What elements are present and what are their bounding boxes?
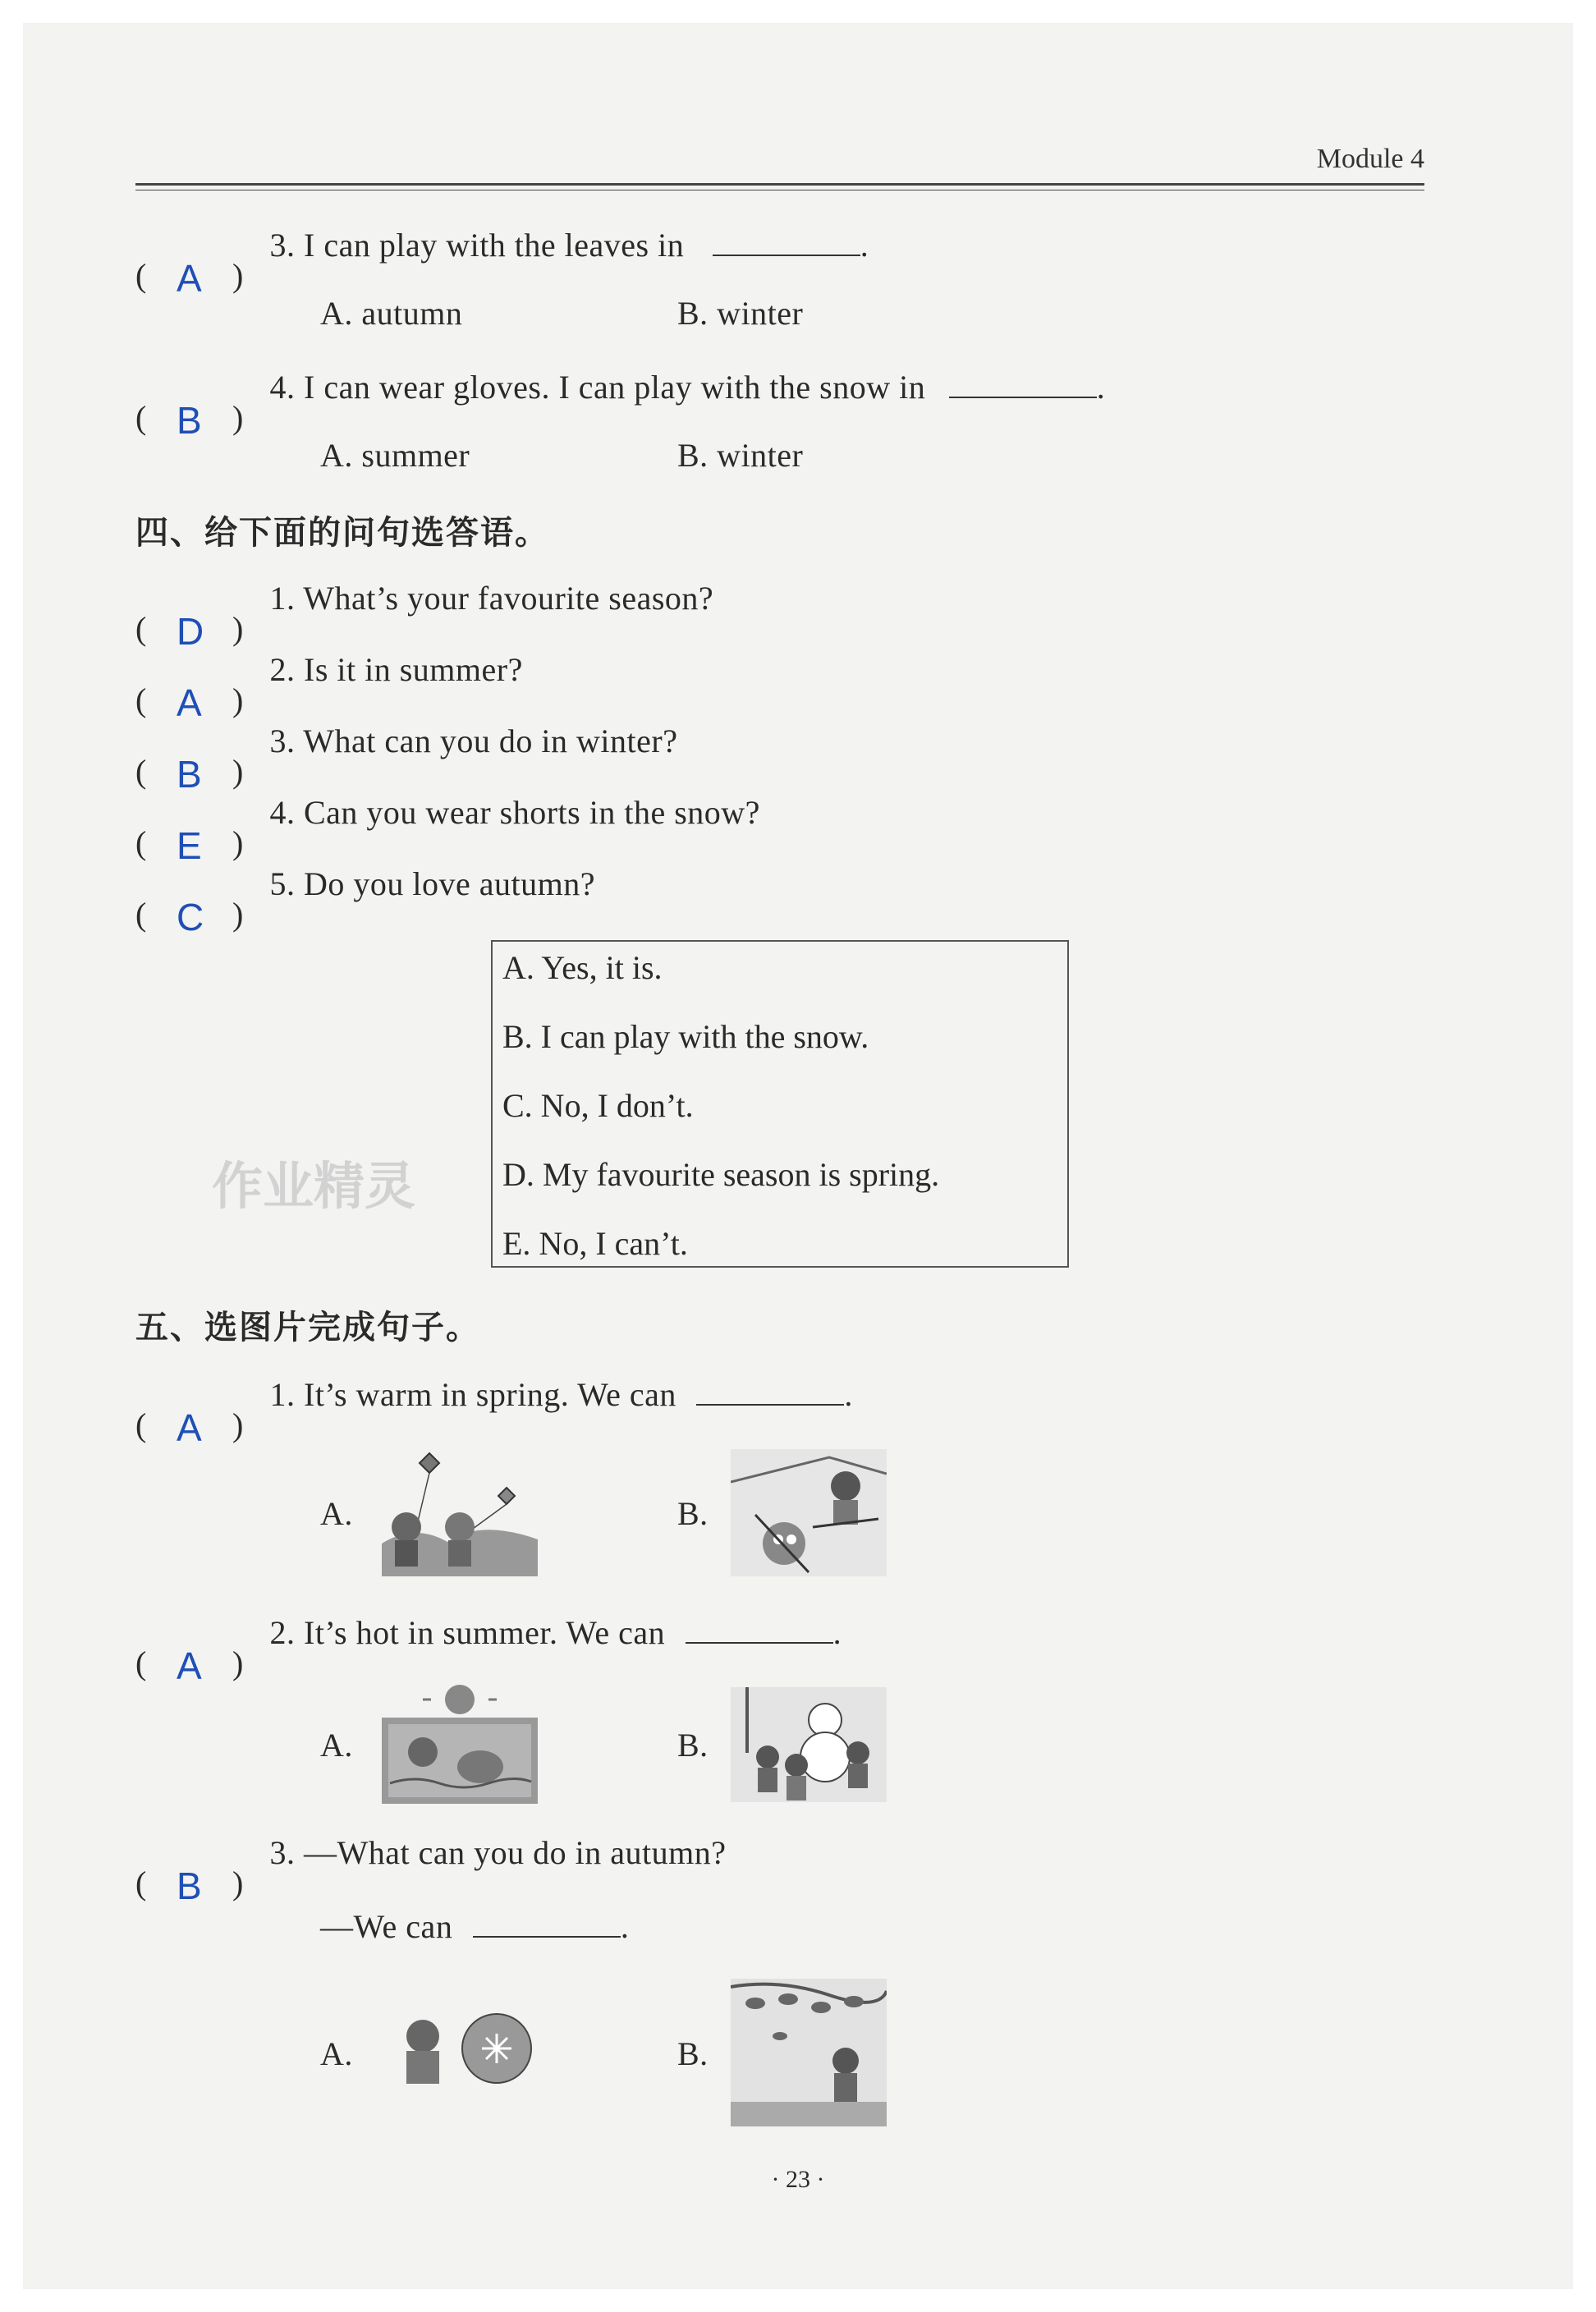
header-rule	[135, 183, 1424, 186]
choice-a: A. Yes, it is.	[502, 949, 663, 986]
choice-e: E. No, I can’t.	[502, 1225, 688, 1262]
question-text: What’s your favourite season?	[303, 580, 714, 617]
question-4-3: ( B ) 3. What can you do in winter?	[135, 722, 678, 796]
question-text: It’s hot in summer. We can	[304, 1614, 666, 1651]
answer-blank[interactable]	[473, 1905, 621, 1938]
option-a-label: A.	[320, 2035, 353, 2072]
section-title-5: 五、选图片完成句子。	[135, 1309, 480, 1346]
question-text: I can play with the leaves in	[304, 227, 685, 264]
swimming-picture[interactable]	[382, 1685, 538, 1804]
answer-mark: C	[177, 896, 204, 938]
answer-blank[interactable]	[696, 1373, 844, 1406]
page-header	[135, 144, 1424, 185]
answer-blank[interactable]	[713, 223, 860, 256]
answer-blank[interactable]	[686, 1611, 833, 1644]
answer-mark: A	[177, 1406, 203, 1449]
question-text: Is it in summer?	[304, 651, 523, 688]
question-text: Do you love autumn?	[304, 865, 595, 902]
snowman-picture[interactable]	[731, 1687, 887, 1802]
watermark: 作业精灵	[212, 1156, 416, 1216]
question-text: Can you wear shorts in the snow?	[304, 794, 760, 831]
page-number: · 23 ·	[771, 2166, 825, 2193]
module-label: Module 4	[1316, 144, 1424, 174]
choice-c: C. No, I don’t.	[502, 1087, 694, 1124]
choice-d: D. My favourite season is spring.	[502, 1156, 940, 1193]
option-b-label: B.	[677, 2035, 709, 2072]
question-5-1: ( A ) 1. It’s warm in spring. We can .	[135, 1373, 853, 1414]
question-5-3: ( B ) 3. —What can you do in autumn?	[135, 1834, 727, 1907]
question-4-1: ( D ) 1. What’s your favourite season?	[135, 580, 714, 653]
option-b: B. winter	[677, 295, 804, 332]
choice-b: B. I can play with the snow.	[502, 1018, 869, 1055]
question-text: —What can you do in autumn?	[304, 1834, 727, 1871]
option-b-label: B.	[677, 1495, 709, 1532]
option-a-label: A.	[320, 1727, 353, 1764]
question-5-2: ( A ) 2. It’s hot in summer. We can .	[135, 1611, 842, 1652]
question-4-2: ( A ) 2. Is it in summer?	[135, 651, 523, 724]
option-a: A. autumn	[320, 295, 463, 332]
answer-mark: A	[177, 257, 203, 300]
answer-mark: B	[177, 753, 203, 796]
autumn-leaves-picture[interactable]	[731, 1979, 887, 2126]
question-4-4: ( E ) 4. Can you wear shorts in the snow?	[135, 794, 760, 867]
answer-mark: E	[177, 824, 203, 867]
question-text: It’s warm in spring. We can	[304, 1376, 676, 1413]
option-b-label: B.	[677, 1727, 709, 1764]
answer-choices-box	[491, 940, 1069, 1268]
question-3-4: ( B ) 4. I can wear gloves. I can play with the snow in .	[135, 365, 1105, 406]
option-b: B. winter	[677, 437, 804, 474]
question-text: I can wear gloves. I can play with the snow in	[304, 369, 926, 406]
question-5-3-reply: —We can .	[320, 1905, 629, 1946]
question-text: What can you do in winter?	[303, 722, 678, 759]
answer-mark: B	[177, 1865, 203, 1907]
question-3-3: ( A ) 3. I can play with the leaves in .	[135, 223, 869, 264]
answer-blank[interactable]	[949, 365, 1097, 398]
option-a-label: A.	[320, 1495, 353, 1532]
answer-mark: D	[177, 610, 204, 653]
answer-mark: B	[177, 399, 203, 442]
question-4-5: ( C ) 5. Do you love autumn?	[135, 865, 595, 938]
section-title-4: 四、给下面的问句选答语。	[135, 514, 549, 552]
skiing-picture[interactable]	[731, 1449, 887, 1576]
kite-flying-picture[interactable]	[382, 1445, 538, 1576]
option-a: A. summer	[320, 437, 470, 474]
answer-mark: A	[177, 1645, 203, 1687]
snowball-picture[interactable]	[382, 2003, 538, 2094]
answer-mark: A	[177, 681, 203, 724]
